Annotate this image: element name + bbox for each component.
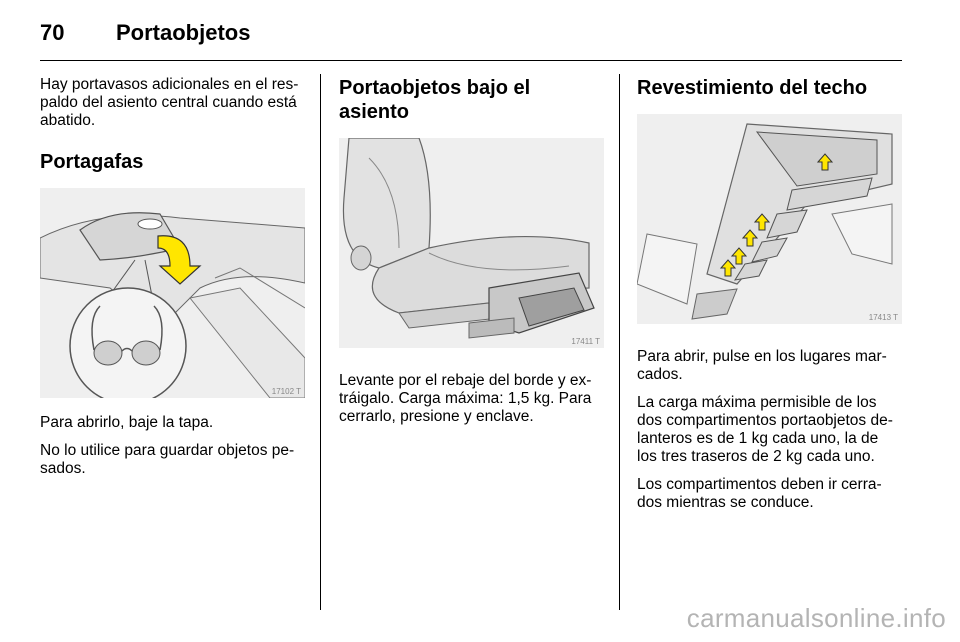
roof-lining-illustration [637,114,902,324]
heading-roof-lining: Revestimiento del techo [637,77,868,99]
paragraph-warning: No lo utilice para guardar objetos pe- sados. [40,442,295,477]
figure-roof-lining [637,114,902,324]
column-2 [339,76,604,436]
underseat-drawer-illustration [339,138,604,348]
page-header [40,14,900,50]
figure-code: 17413 T [868,313,898,322]
column-1 [40,76,305,488]
sunglasses-holder-illustration [40,188,305,398]
page-number: 70 [40,20,65,45]
paragraph-open-instruction: Para abrirlo, baje la tapa. [40,414,214,431]
heading-portagafas: Portagafas [40,151,144,173]
page-title: Portaobjetos [116,20,251,45]
paragraph-drawer-instructions: Levante por el rebaje del borde y ex- tráigalo. Carga máxima: 1,5 kg. Para cerrarlo, presione y enclave. [339,372,592,425]
figure-code: 17411 T [571,337,600,346]
paragraph-max-load: La carga máxima permisible de los dos compartimentos portaobjetos de- lanteros es de 1 kg cada uno, la de los tres traseros de 2 kg cada uno. [637,394,893,465]
figure-code: 17102 T [271,387,301,396]
column-divider-1 [320,74,321,610]
paragraph-closed-while-driving: Los compartimentos deben ir cerra- dos mientras se conduce. [637,476,882,511]
column-3 [637,76,902,522]
header-rule [40,60,902,61]
intro-paragraph: Hay portavasos adicionales en el res- paldo del asiento central cuando está abatido. [40,76,299,129]
watermark: carmanualsonline.info [686,603,946,633]
figure-sunglasses-holder [40,188,305,398]
paragraph-open-roof: Para abrir, pulse en los lugares mar- cados. [637,348,887,383]
column-divider-2 [619,74,620,610]
figure-underseat-drawer [339,138,604,348]
heading-underseat-drawer: Portaobjetos bajo el asiento [339,77,531,123]
